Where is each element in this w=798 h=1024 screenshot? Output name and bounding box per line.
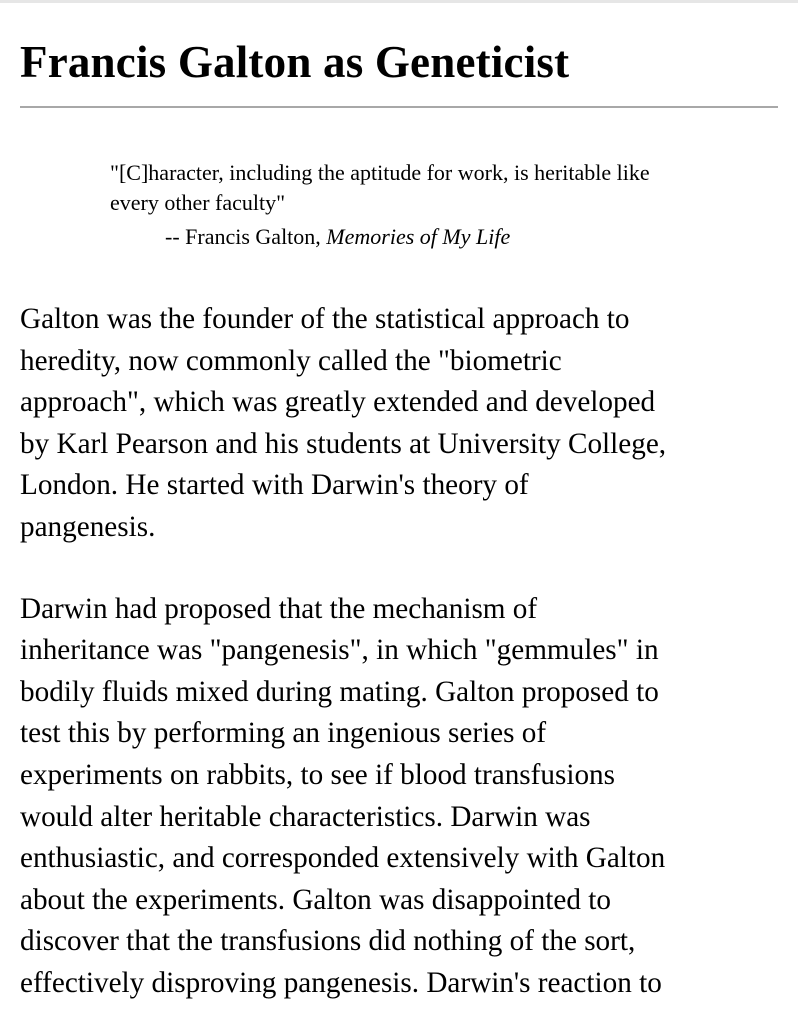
page-title: Francis Galton as Geneticist [20,37,570,87]
attribution-work-title: Memories of My Life [326,224,511,249]
body-paragraph: Darwin had proposed that the mechanism of inheritance was "pangenesis", in which "gemmules" in bodily fluids mixed during mating. Galton proposed to test this by performing an ingenious series of experiments on rabbits, to see if blood transfusions would alter heritable characteristics. Darwin was enthusiastic, and corresponded extensively with Galton about the experiments. Galton was disappointed to discover that the transfusions did nothing of the sort, effectively disproving pangenesis. Darwin's reaction to [20,592,666,999]
body-paragraph: Galton was the founder of the statistical approach to heredity, now commonly called the "biometric approach", which was greatly extended and developed by Karl Pearson and his students at University College, London. He started with Darwin's theory of pangenesis. [20,303,667,543]
article [20,36,780,1005]
epigraph-quote: "[C]haracter, including the aptitude for work, is heritable like every other faculty" [110,160,650,215]
epigraph-attribution [165,222,780,252]
attribution-author: -- Francis Galton, [165,224,327,249]
page-top-edge [0,0,798,3]
title-divider [20,106,778,108]
